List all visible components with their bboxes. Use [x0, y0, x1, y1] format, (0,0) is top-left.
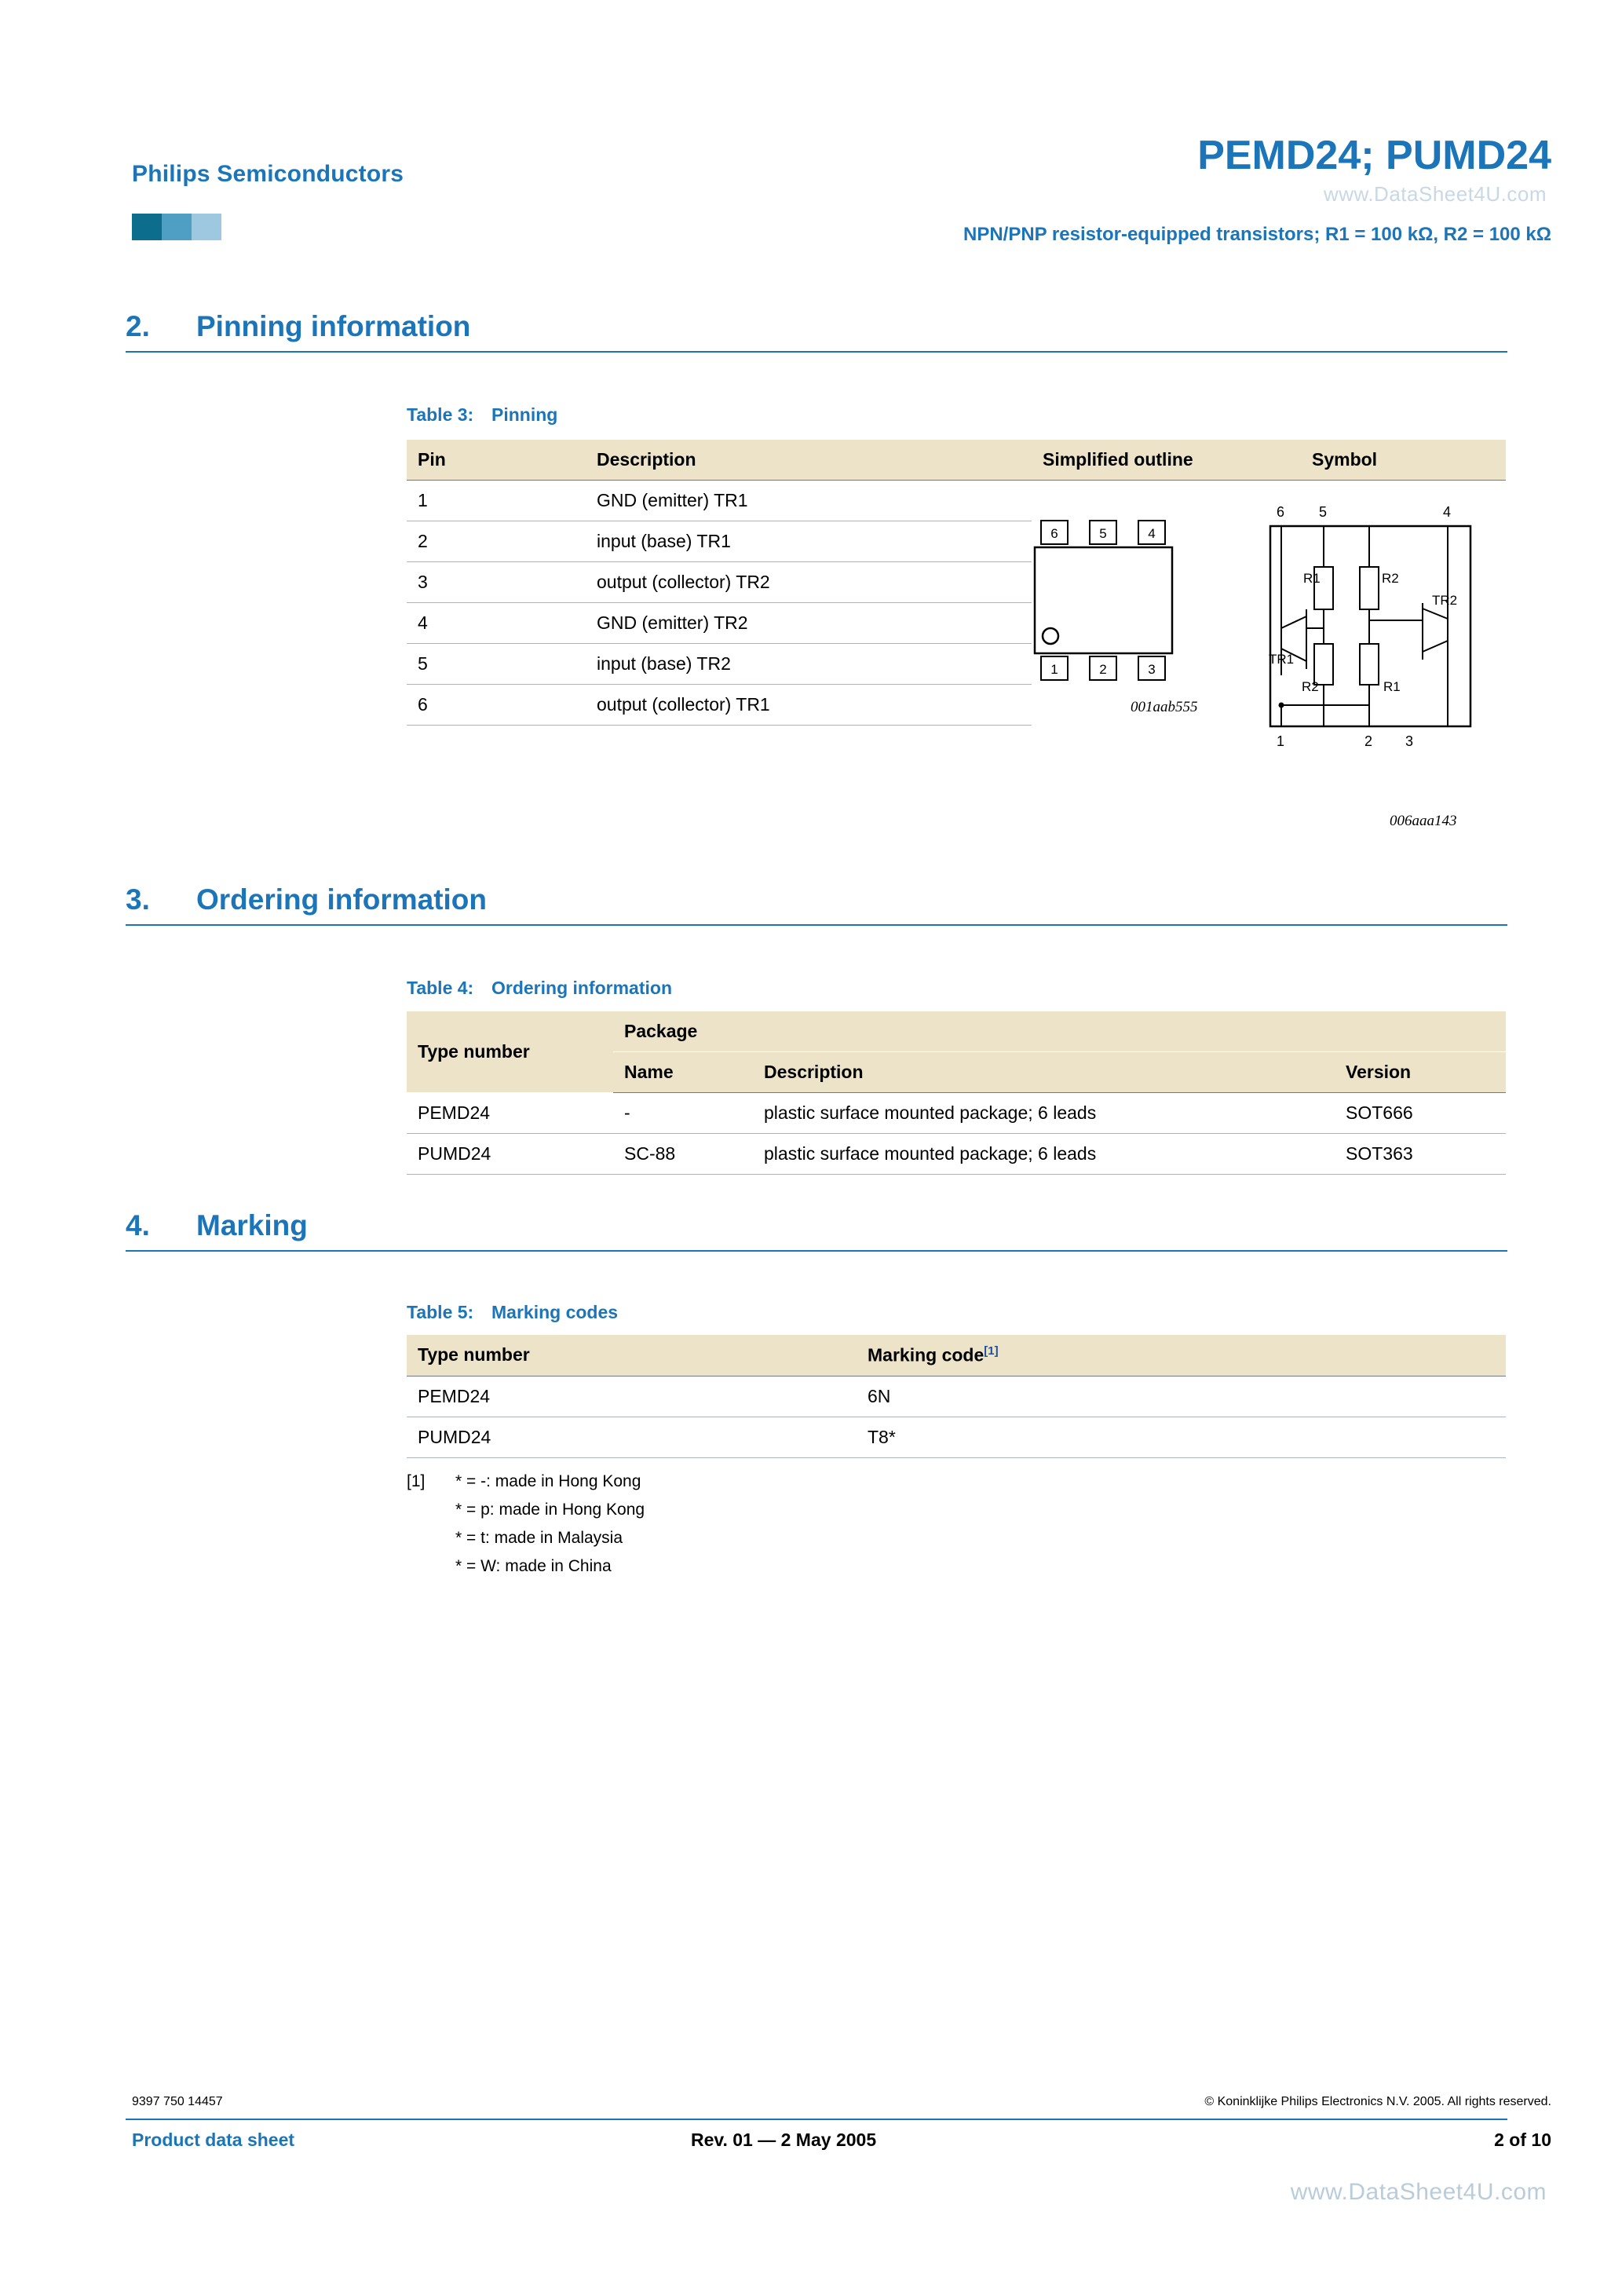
table-header-row — [407, 1335, 1506, 1376]
cell-marking-code: T8* — [857, 1417, 1506, 1457]
watermark-bottom: www.DataSheet4U.com — [1290, 2179, 1547, 2205]
footer-revision: Rev. 01 — 2 May 2005 — [691, 2130, 877, 2150]
col-type-number: Type number — [407, 1335, 857, 1376]
table4-caption — [407, 978, 672, 999]
footnote-line: * = W: made in China — [455, 1557, 612, 1575]
table5-footnote — [407, 1472, 1113, 1585]
footer-doc-type: Product data sheet — [132, 2130, 295, 2150]
table-row — [407, 1376, 1506, 1417]
cell-type-number: PUMD24 — [407, 1417, 857, 1457]
table-row — [407, 1093, 1506, 1134]
table5-caption — [407, 1302, 618, 1323]
cell-version: SOT666 — [1335, 1093, 1506, 1134]
col-description: Description — [753, 1052, 1335, 1093]
svg-text:1: 1 — [1277, 733, 1285, 749]
cell-pin: 4 — [407, 603, 586, 644]
section-number: 4. — [126, 1209, 150, 1241]
symbol-schematic-graphic — [1256, 495, 1484, 797]
table3-caption — [407, 404, 557, 426]
philips-logo-bars — [132, 214, 225, 240]
section-title: Ordering information — [196, 883, 487, 916]
svg-text:4: 4 — [1443, 504, 1452, 520]
footnote-mark: [1] — [407, 1472, 426, 1490]
cell-description: GND (emitter) TR1 — [586, 481, 1032, 521]
svg-text:R2: R2 — [1382, 571, 1399, 586]
cell-description: GND (emitter) TR2 — [586, 603, 1032, 644]
section-ordering-information — [126, 883, 1507, 926]
company-name: Philips Semiconductors — [132, 161, 404, 187]
table-row — [407, 1134, 1506, 1175]
cell-marking-code: 6N — [857, 1376, 1506, 1417]
svg-text:TR2: TR2 — [1432, 593, 1458, 608]
svg-text:5: 5 — [1319, 504, 1328, 520]
col-package: Package — [613, 1011, 1506, 1052]
svg-text:5: 5 — [1099, 526, 1107, 541]
logo-bar-3 — [192, 214, 221, 240]
cell-version: SOT363 — [1335, 1134, 1506, 1175]
svg-text:1: 1 — [1050, 662, 1058, 677]
table-row — [407, 1417, 1506, 1457]
col-type-number: Type number — [407, 1011, 613, 1093]
cell-pin: 6 — [407, 685, 586, 726]
section-rule — [126, 351, 1507, 353]
col-simplified-outline: Simplified outline — [1032, 440, 1301, 481]
footnote-body — [455, 1472, 1113, 1576]
title-part1: PEMD24 — [1197, 133, 1361, 178]
svg-text:R1: R1 — [1383, 679, 1401, 694]
package-outline-graphic-id: 001aab555 — [1131, 699, 1198, 715]
cell-pin: 2 — [407, 521, 586, 562]
cell-name: SC-88 — [613, 1134, 753, 1175]
svg-text:3: 3 — [1148, 662, 1156, 677]
section-number: 2. — [126, 310, 150, 342]
svg-text:3: 3 — [1405, 733, 1414, 749]
col-description: Description — [586, 440, 1032, 481]
svg-text:4: 4 — [1148, 526, 1156, 541]
table-header-row-top — [407, 1011, 1506, 1052]
page-title — [1197, 132, 1551, 179]
watermark-top: www.DataSheet4U.com — [1323, 182, 1547, 206]
section-pinning-information — [126, 310, 1507, 353]
footnote-line: * = p: made in Hong Kong — [455, 1501, 645, 1519]
table3-caption-title: Pinning — [491, 404, 558, 425]
section-title: Pinning information — [196, 310, 471, 342]
col-symbol: Symbol — [1301, 440, 1506, 481]
title-separator: ; — [1361, 133, 1375, 178]
table4-caption-title: Ordering information — [491, 978, 672, 998]
section-rule — [126, 1250, 1507, 1252]
svg-text:6: 6 — [1277, 504, 1285, 520]
svg-text:TR1: TR1 — [1269, 652, 1295, 667]
cell-description: input (base) TR2 — [586, 644, 1032, 685]
section-rule — [126, 924, 1507, 926]
table-header-row — [407, 440, 1506, 481]
col-marking-code — [857, 1335, 1506, 1376]
footnote-ref-1[interactable]: [1] — [984, 1344, 999, 1358]
symbol-graphic-id: 006aaa143 — [1390, 813, 1457, 829]
title-part2: PUMD24 — [1386, 133, 1551, 178]
svg-text:2: 2 — [1099, 662, 1107, 677]
cell-pin: 5 — [407, 644, 586, 685]
col-pin: Pin — [407, 440, 586, 481]
section-marking — [126, 1209, 1507, 1252]
cell-type-number: PEMD24 — [407, 1093, 613, 1134]
header-subtitle: NPN/PNP resistor-equipped transistors; R1 = 100 kΩ, R2 = 100 kΩ — [963, 224, 1551, 245]
logo-bar-2 — [162, 214, 192, 240]
cell-pin: 1 — [407, 481, 586, 521]
footer-rule — [126, 2119, 1507, 2120]
table5-caption-title: Marking codes — [491, 1302, 619, 1322]
col-name: Name — [613, 1052, 753, 1093]
table5-caption-label: Table 5: — [407, 1302, 474, 1322]
section-number: 3. — [126, 883, 150, 916]
package-outline-graphic — [1003, 506, 1231, 699]
section-title: Marking — [196, 1209, 308, 1241]
svg-text:2: 2 — [1364, 733, 1373, 749]
cell-name: - — [613, 1093, 753, 1134]
col-marking-code-label: Marking code — [868, 1344, 985, 1366]
table4-caption-label: Table 4: — [407, 978, 474, 998]
svg-text:6: 6 — [1050, 526, 1058, 541]
col-version: Version — [1335, 1052, 1506, 1093]
cell-pin: 3 — [407, 562, 586, 603]
footer-copyright: © Koninklijke Philips Electronics N.V. 2005. All rights reserved. — [1204, 2095, 1551, 2108]
table3-caption-label: Table 3: — [407, 404, 474, 425]
cell-description: input (base) TR1 — [586, 521, 1032, 562]
cell-description: output (collector) TR2 — [586, 562, 1032, 603]
cell-description: plastic surface mounted package; 6 leads — [753, 1093, 1335, 1134]
footer-doc-number: 9397 750 14457 — [132, 2095, 223, 2108]
footnote-line: * = t: made in Malaysia — [455, 1529, 623, 1547]
logo-bar-1 — [132, 214, 162, 240]
footer-page-number: 2 of 10 — [1494, 2130, 1551, 2150]
cell-description: output (collector) TR1 — [586, 685, 1032, 726]
svg-text:R2: R2 — [1302, 679, 1319, 694]
marking-table — [407, 1335, 1506, 1458]
cell-type-number: PEMD24 — [407, 1376, 857, 1417]
cell-type-number: PUMD24 — [407, 1134, 613, 1175]
ordering-table — [407, 1011, 1506, 1175]
cell-description: plastic surface mounted package; 6 leads — [753, 1134, 1335, 1175]
footnote-line: * = -: made in Hong Kong — [455, 1472, 641, 1490]
svg-text:R1: R1 — [1303, 571, 1321, 586]
